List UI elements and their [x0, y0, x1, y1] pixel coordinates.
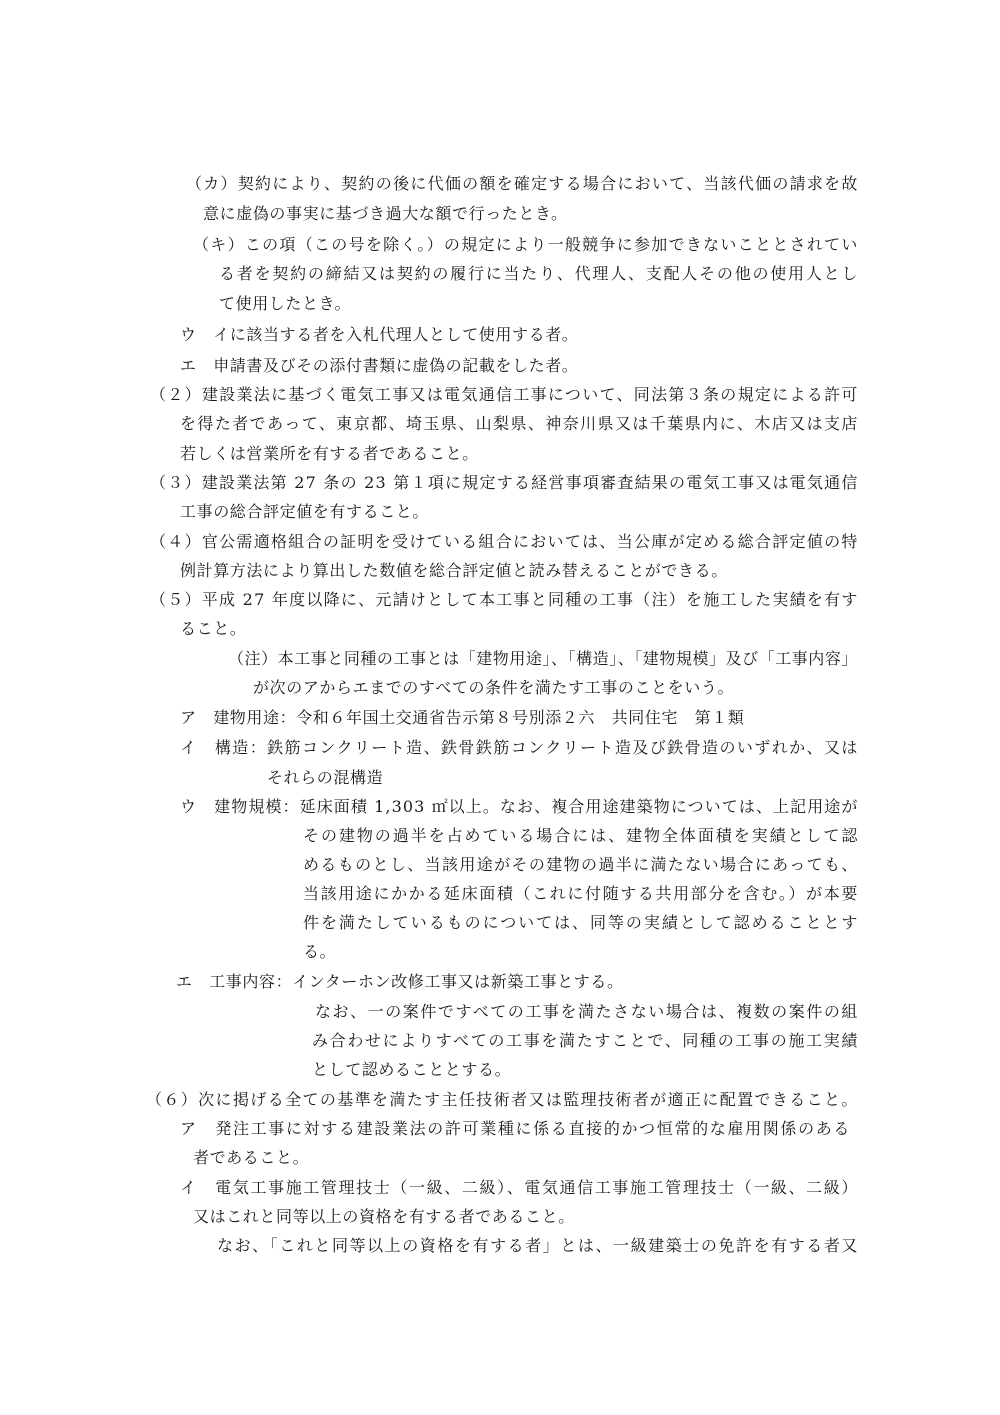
text-line: 者であること。 — [193, 1148, 310, 1167]
text-line: （注）本工事と同種の工事とは「建物用途」、「構造」、「建物規模」及び「工事内容」 — [228, 649, 858, 668]
text-line: それらの混構造 — [267, 768, 384, 787]
text-line: （６）次に掲げる全ての基準を満たす主任技術者又は監理技術者が適正に配置できること。 — [146, 1090, 859, 1109]
text-line: ウ イに該当する者を入札代理人として使用する者。 — [180, 325, 579, 344]
text-line: る。 — [303, 942, 337, 961]
text-line: （４）官公需適格組合の証明を受けている組合においては、当公庫が定める総合評定値の特 — [150, 532, 859, 551]
text-line: エ 申請書及びその添付書類に虚偽の記載をした者。 — [180, 356, 579, 375]
text-line: その建物の過半を占めている場合には、建物全体面積を実績として認 — [303, 826, 860, 845]
text-line: み合わせによりすべての工事を満たすことで、同種の工事の施工実績 — [312, 1031, 860, 1050]
text-line: （２）建設業法に基づく電気工事又は電気通信工事について、同法第３条の規定による許可 — [150, 385, 859, 404]
text-line: （カ）契約により、契約の後に代価の額を確定する場合において、当該代価の請求を故 — [186, 174, 859, 193]
text-line: なお、一の案件ですべての工事を満たさない場合は、複数の案件の組 — [315, 1002, 859, 1021]
text-line: エ 工事内容：インターホン改修工事又は新築工事とする。 — [176, 972, 624, 991]
text-line: なお、「これと同等以上の資格を有する者」とは、一級建築士の免許を有する者又 — [217, 1236, 859, 1255]
text-line: （キ）この項（この号を除く。）の規定により一般競争に参加できないこととされてい — [193, 235, 859, 254]
text-line: 工事の総合評定値を有すること。 — [180, 502, 430, 521]
text-line: めるものとし、当該用途がその建物の過半に満たない場合にあっても、 — [303, 855, 859, 874]
text-line: ア 建物用途：令和６年国土交通省告示第８号別添２六 共同住宅 第１類 — [180, 708, 745, 727]
text-line: 件を満たしているものについては、同等の実績として認めることとす — [303, 913, 860, 932]
text-line: る者を契約の締結又は契約の履行に当たり、代理人、支配人その他の使用人とし — [219, 264, 860, 283]
text-line: （５）平成 27 年度以降に、元請けとして本工事と同種の工事（注）を施工した実績を有す — [150, 590, 859, 609]
text-line: 又はこれと同等以上の資格を有する者であること。 — [193, 1207, 575, 1226]
text-line: として認めることとする。 — [312, 1060, 512, 1079]
text-line: 若しくは営業所を有する者であること。 — [180, 444, 479, 463]
text-line: （３）建設業法第 27 条の 23 第１項に規定する経営事項審査結果の電気工事又は電気通信 — [150, 473, 859, 492]
text-line: 例計算方法により算出した数値を総合評定値と読み替えることができる。 — [180, 561, 728, 580]
text-line: ること。 — [180, 619, 247, 638]
text-line: 当該用途にかかる延床面積（これに付随する共用部分を含む。）が本要 — [303, 884, 860, 903]
text-line: ア 発注工事に対する建設業法の許可業種に係る直接的かつ恒常的な雇用関係のある — [180, 1119, 852, 1138]
text-line: イ 電気工事施工管理技士（一級、二級）、電気通信工事施工管理技士（一級、二級） — [180, 1178, 860, 1197]
text-line: ウ 建物規模：延床面積 1,303 ㎡以上。なお、複合用途建築物については、上記用途が — [180, 797, 859, 816]
text-line: イ 構造：鉄筋コンクリート造、鉄骨鉄筋コンクリート造及び鉄骨造のいずれか、又は — [180, 738, 859, 757]
text-line: 意に虚偽の事実に基づき過大な額で行ったとき。 — [203, 204, 568, 223]
text-line: が次のアからエまでのすべての条件を満たす工事のことをいう。 — [253, 678, 735, 697]
text-line: て使用したとき。 — [219, 294, 352, 313]
text-line: を得た者であって、東京都、埼玉県、山梨県、神奈川県又は千葉県内に、木店又は支店 — [180, 414, 859, 433]
